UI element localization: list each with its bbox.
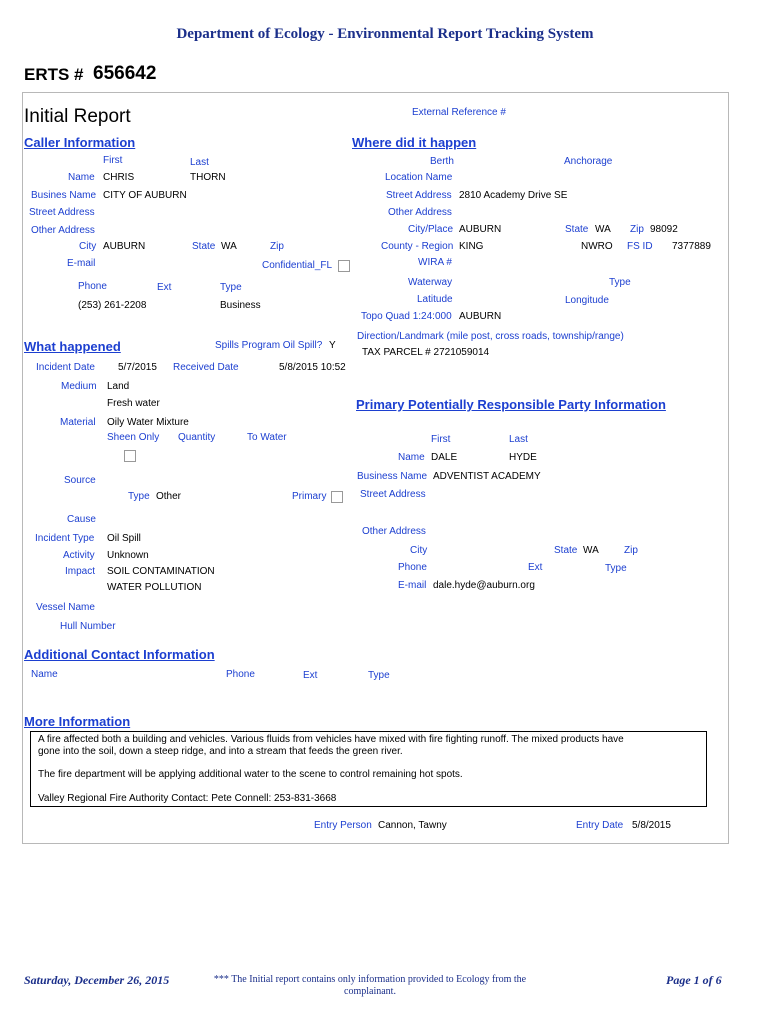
caller-other-label: Other Address: [31, 225, 95, 236]
caller-business: CITY OF AUBURN: [103, 190, 187, 201]
longitude-label: Longitude: [565, 295, 609, 306]
footer-date: Saturday, December 26, 2015: [24, 973, 170, 987]
spills-value: Y: [329, 340, 336, 351]
erts-number: 656642: [93, 63, 157, 84]
activity-label: Activity: [63, 550, 95, 561]
sheen-only-label: Sheen Only: [107, 432, 160, 443]
ppr-zip-label: Zip: [624, 545, 638, 556]
medium-2: Fresh water: [107, 398, 160, 409]
impact-2: WATER POLLUTION: [107, 582, 202, 593]
where-street: 2810 Academy Drive SE: [459, 190, 568, 201]
more-info-para-1: A fire affected both a building and vehicles. Various fluids from vehicles have mixed with fire fighting runoff. The mixed products have gone into the soil, down a steep ridge, and into a stream that feeds the green river.: [38, 734, 624, 757]
caller-zip-label: Zip: [270, 241, 284, 252]
ppr-street-label: Street Address: [360, 489, 426, 500]
caller-state: WA: [221, 241, 237, 252]
additional-ext-label: Ext: [303, 670, 318, 681]
external-ref-label: External Reference #: [412, 107, 506, 118]
location-name-label: Location Name: [385, 172, 453, 183]
wira-label: WIRA #: [418, 257, 452, 268]
received-date-label: Received Date: [173, 362, 239, 373]
more-info-para-2: The fire department will be applying additional water to the scene to control remaining hot spots.: [38, 769, 463, 780]
where-city-label: City/Place: [408, 224, 454, 235]
footer-note: *** The Initial report contains only information provided to Ecology from the complainant.: [213, 974, 527, 997]
additional-type-label: Type: [368, 670, 390, 681]
direction-landmark-label: Direction/Landmark (mile post, cross roads, township/range): [357, 331, 624, 342]
region: NWRO: [581, 241, 613, 252]
confidential-checkbox[interactable]: [338, 260, 350, 272]
source-type: Other: [156, 491, 182, 502]
material-label: Material: [60, 417, 96, 428]
impact-label: Impact: [65, 566, 96, 577]
incident-type: Oil Spill: [107, 533, 141, 544]
entry-date: 5/8/2015: [632, 820, 671, 831]
hull-number-label: Hull Number: [60, 621, 116, 632]
where-street-label: Street Address: [386, 190, 452, 201]
ppr-email-label: E-mail: [398, 580, 427, 591]
medium-1: Land: [107, 381, 130, 392]
additional-contact-header: Additional Contact Information: [24, 647, 215, 662]
entry-date-label: Entry Date: [576, 820, 624, 831]
fsid-label: FS ID: [627, 241, 653, 252]
caller-ext-label: Ext: [157, 282, 172, 293]
activity: Unknown: [107, 550, 149, 561]
ppr-first-label: First: [431, 434, 451, 445]
caller-last-label: Last: [190, 157, 209, 168]
page-title: Department of Ecology - Environmental Report Tracking System: [176, 26, 594, 42]
where-header: Where did it happen: [352, 135, 477, 150]
ppr-name-label: Name: [398, 452, 425, 463]
quantity-label: Quantity: [178, 432, 216, 443]
fsid: 7377889: [672, 241, 711, 252]
ppr-city-label: City: [410, 545, 428, 556]
ppr-header: Primary Potentially Responsible Party Information: [356, 397, 666, 412]
primary-label: Primary: [292, 491, 327, 502]
anchorage-label: Anchorage: [564, 156, 613, 167]
direction-landmark: TAX PARCEL # 2721059014: [362, 347, 490, 358]
caller-street-label: Street Address: [29, 207, 95, 218]
to-water-label: To Water: [247, 432, 287, 443]
erts-label: ERTS #: [24, 65, 84, 84]
impact-1: SOIL CONTAMINATION: [107, 566, 215, 577]
sheen-only-checkbox[interactable]: [124, 450, 136, 462]
ppr-last-label: Last: [509, 434, 528, 445]
ppr-ext-label: Ext: [528, 562, 543, 573]
incident-date: 5/7/2015: [118, 362, 157, 373]
caller-phone: (253) 261-2208: [78, 300, 147, 311]
caller-city: AUBURN: [103, 241, 146, 252]
additional-name-label: Name: [31, 669, 58, 680]
confidential-label: Confidential_FL: [262, 260, 333, 271]
more-info-header: More Information: [24, 714, 131, 729]
caller-state-label: State: [192, 241, 216, 252]
where-city: AUBURN: [459, 224, 502, 235]
topo-quad-label: Topo Quad 1:24:000: [361, 311, 452, 322]
caller-info-header: Caller Information: [24, 135, 136, 150]
where-other-label: Other Address: [388, 207, 452, 218]
ppr-state-label: State: [554, 545, 578, 556]
where-zip: 98092: [650, 224, 678, 235]
latitude-label: Latitude: [417, 294, 453, 305]
footer-page: Page 1 of 6: [666, 973, 722, 987]
caller-type-label: Type: [220, 282, 242, 293]
caller-phone-label: Phone: [78, 281, 107, 292]
cause-label: Cause: [67, 514, 96, 525]
primary-checkbox[interactable]: [331, 491, 343, 503]
topo-quad: AUBURN: [459, 311, 502, 322]
where-state: WA: [595, 224, 611, 235]
county-region-label: County - Region: [381, 241, 454, 252]
ppr-other-label: Other Address: [362, 526, 426, 537]
caller-name-label: Name: [68, 172, 95, 183]
ppr-email: dale.hyde@auburn.org: [433, 580, 535, 591]
additional-phone-label: Phone: [226, 669, 255, 680]
where-zip-label: Zip: [630, 224, 644, 235]
waterway-type-label: Type: [609, 277, 631, 288]
ppr-last: HYDE: [509, 452, 537, 463]
caller-last: THORN: [190, 172, 226, 183]
source-type-label: Type: [128, 491, 150, 502]
entry-person: Cannon, Tawny: [378, 820, 447, 831]
where-state-label: State: [565, 224, 589, 235]
incident-type-label: Incident Type: [35, 533, 95, 544]
caller-email-label: E-mail: [67, 258, 96, 269]
source-label: Source: [64, 475, 96, 486]
report-heading: Initial Report: [24, 106, 131, 127]
caller-first: CHRIS: [103, 172, 135, 183]
received-date: 5/8/2015 10:52: [279, 362, 346, 373]
caller-city-label: City: [79, 241, 97, 252]
vessel-name-label: Vessel Name: [36, 602, 95, 613]
waterway-label: Waterway: [408, 277, 453, 288]
ppr-state: WA: [583, 545, 599, 556]
berth-label: Berth: [430, 156, 454, 167]
ppr-business: ADVENTIST ACADEMY: [433, 471, 541, 482]
caller-business-label: Busines Name: [31, 190, 97, 201]
what-happened-header: What happened: [24, 339, 121, 354]
entry-person-label: Entry Person: [314, 820, 372, 831]
more-info-para-3: Valley Regional Fire Authority Contact: Pete Connell: 253-831-3668: [38, 793, 337, 804]
ppr-type-label: Type: [605, 563, 627, 574]
ppr-first: DALE: [431, 452, 458, 463]
material: Oily Water Mixture: [107, 417, 189, 428]
medium-label: Medium: [61, 381, 97, 392]
caller-type: Business: [220, 300, 261, 311]
spills-label: Spills Program Oil Spill?: [215, 340, 323, 351]
ppr-business-label: Business Name: [357, 471, 428, 482]
county: KING: [459, 241, 484, 252]
ppr-phone-label: Phone: [398, 562, 427, 573]
caller-first-label: First: [103, 155, 123, 166]
incident-date-label: Incident Date: [36, 362, 95, 373]
